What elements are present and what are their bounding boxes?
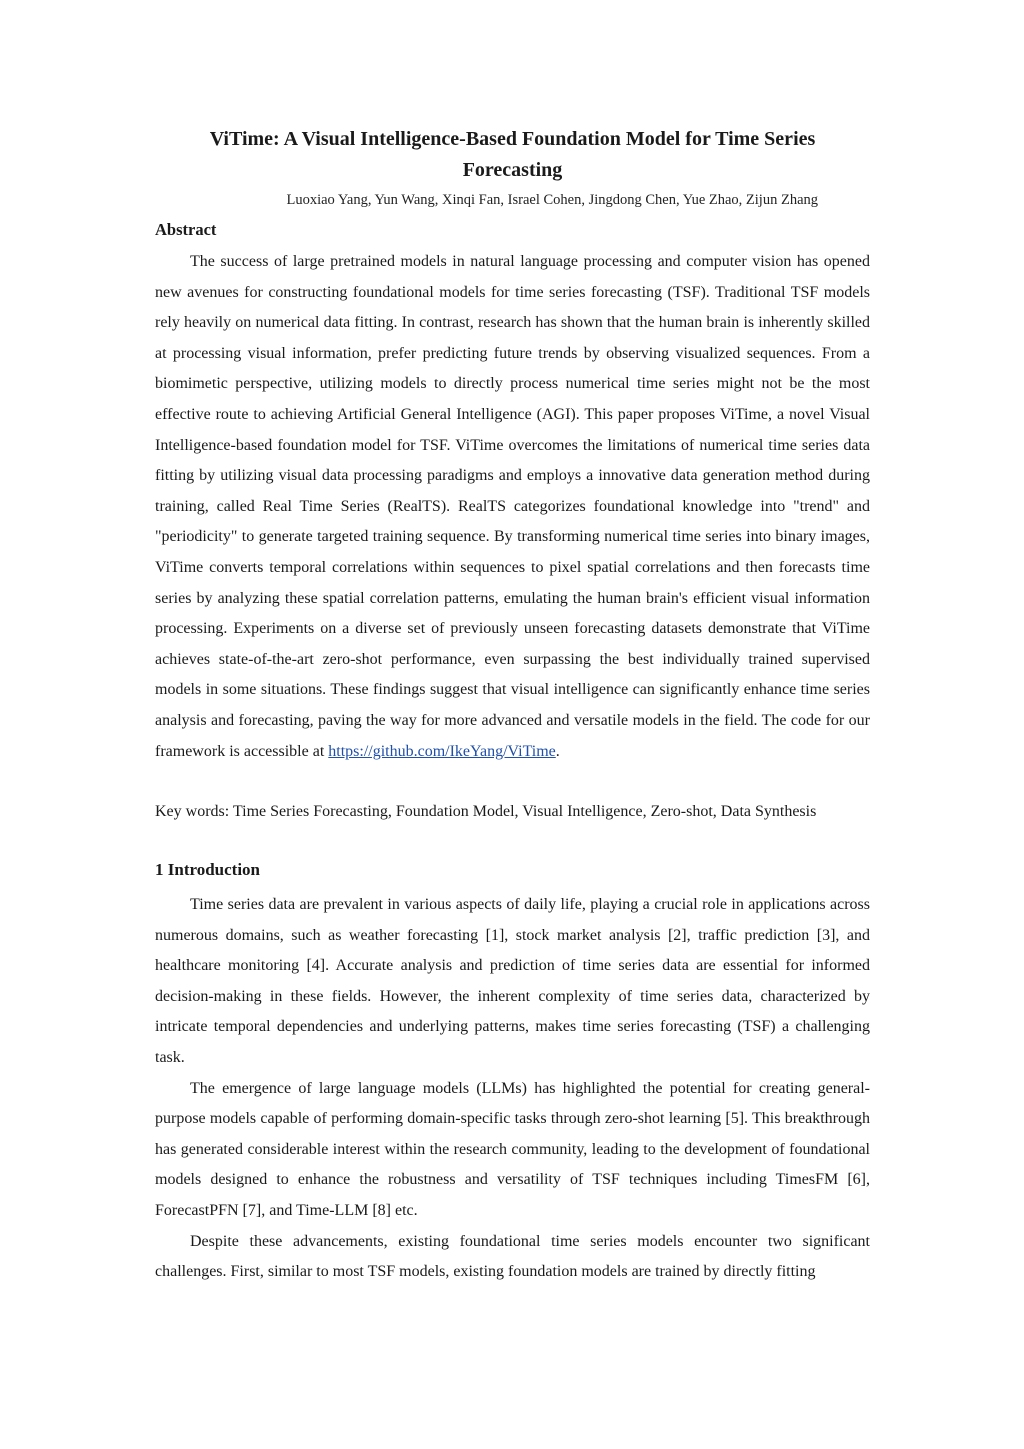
intro-paragraph-3: Despite these advancements, existing foundational time series models encounter two significant challenges. First, similar to most TSF models, existing foundation models are trained by directly fitting [155, 1232, 870, 1281]
paper-title-line2: Forecasting [462, 159, 563, 181]
github-link[interactable]: https://github.com/IkeYang/ViTime [328, 742, 556, 760]
abstract-heading: Abstract [155, 220, 217, 239]
keywords: Key words: Time Series Forecasting, Foundation Model, Visual Intelligence, Zero-shot, Data Synthesis [155, 803, 817, 821]
introduction-body [155, 890, 870, 1288]
paper-title-line1: ViTime: A Visual Intelligence-Based Foundation Model for Time Series [209, 128, 816, 150]
introduction-heading: 1 Introduction [155, 860, 261, 880]
intro-paragraph-2: The emergence of large language models (LLMs) has highlighted the potential for creating general-purpose models capable of performing domain-specific tasks through zero-shot learning [5]. This breakthrough has generated considerable interest within the research community, leading to the development of foundational models designed to enhance the robustness and versatility of TSF techniques including TimesFM [6], ForecastPFN [7], and Time-LLM [8] etc. [155, 1079, 870, 1220]
abstract-end: . [555, 742, 560, 760]
paper-page [155, 124, 870, 1288]
abstract-body-text: The success of large pretrained models in natural language processing and computer vision has opened new avenues for constructing foundational models for time series forecasting (TSF). Traditional TSF models rely heavily on numerical data fitting. In contrast, research has shown that the human brain is inherently skilled at processing visual information, prefer predicting future trends by observing visualized sequences. From a biomimetic perspective, utilizing models to directly process numerical time series might not be the most effective route to achieving Artificial General Intelligence (AGI). This paper proposes ViTime, a novel Visual Intelligence-based foundation model for TSF. ViTime overcomes the limitations of numerical time series data fitting by utilizing visual data processing paradigms and employs a innovative data generation method during training, called Real Time Series (RealTS). RealTS categorizes foundational knowledge into "trend" and "periodicity" to generate targeted training sequence. By transforming numerical time series into binary images, ViTime converts temporal correlations within sequences to pixel spatial correlations and then forecasts time series by analyzing these spatial correlation patterns, emulating the human brain's efficient visual information processing. Experiments on a diverse set of previously unseen forecasting datasets demonstrate that ViTime achieves state-of-the-art zero-shot performance, even surpassing the best individually trained supervised models in some situations. These findings suggest that visual intelligence can significantly enhance time series analysis and forecasting, paving the way for more advanced and versatile models in the field. The code for our framework is accessible at [155, 253, 870, 760]
paper-title [155, 124, 870, 186]
author-list: Luoxiao Yang, Yun Wang, Xinqi Fan, Israel Cohen, Jingdong Chen, Yue Zhao, Zijun Zhang [286, 192, 818, 208]
intro-paragraph-1: Time series data are prevalent in various aspects of daily life, playing a crucial role in applications across numerous domains, such as weather forecasting [1], stock market analysis [2], traffic prediction [3], and healthcare monitoring [4]. Accurate analysis and prediction of time series data are essential for informed decision-making in these fields. However, the inherent complexity of time series data, characterized by intricate temporal dependencies and underlying patterns, makes time series forecasting (TSF) a challenging task. [155, 896, 870, 1067]
abstract-text [155, 247, 870, 767]
